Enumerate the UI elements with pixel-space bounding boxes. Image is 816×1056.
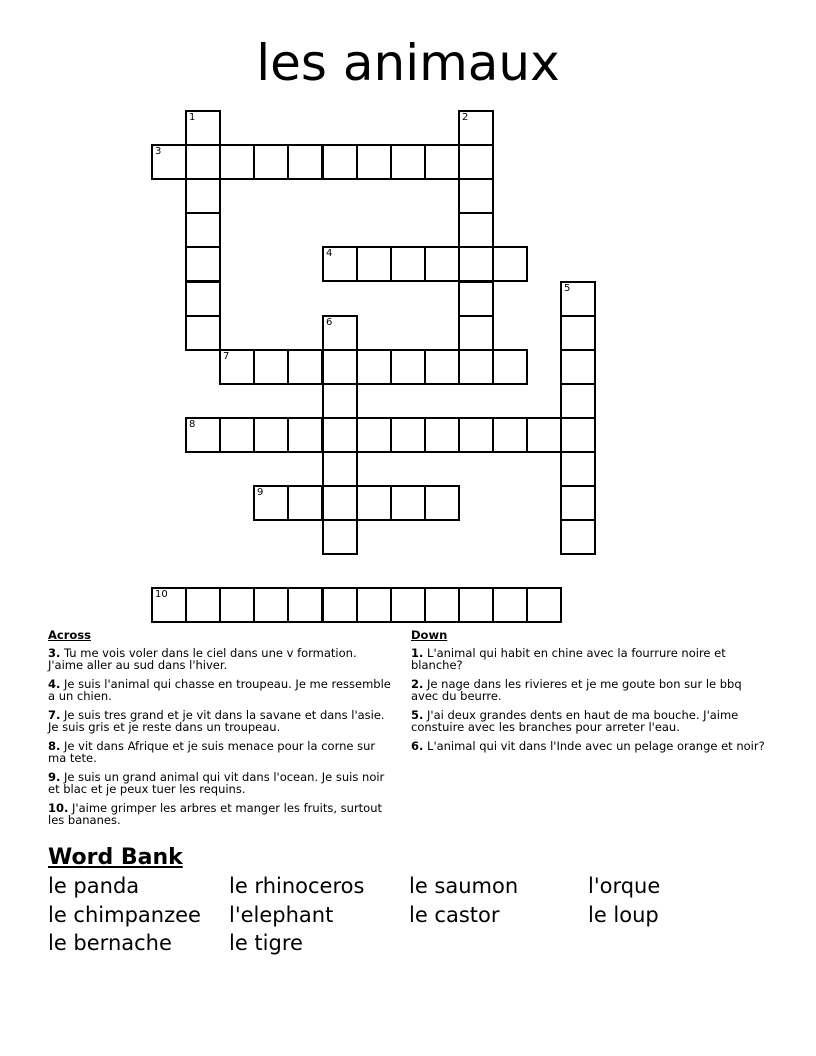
across-clue bbox=[48, 647, 393, 672]
grid-cell[interactable] bbox=[458, 315, 494, 351]
word-bank-item: le saumon bbox=[409, 874, 519, 898]
grid-cell[interactable] bbox=[322, 485, 358, 521]
word-bank-item: l'orque bbox=[588, 874, 661, 898]
grid-cell[interactable] bbox=[424, 485, 460, 521]
grid-cell[interactable] bbox=[219, 349, 255, 385]
word-bank-item: le panda bbox=[48, 874, 140, 898]
grid-cell[interactable] bbox=[322, 144, 358, 180]
grid-cell[interactable] bbox=[356, 349, 392, 385]
grid-cell[interactable] bbox=[185, 587, 221, 623]
clue-text: Je suis un grand animal qui vit dans l'ocean. Je suis noir et blac et je peux tuer les requins. bbox=[48, 769, 385, 796]
grid-cell[interactable] bbox=[253, 144, 289, 180]
grid-cell[interactable] bbox=[322, 587, 358, 623]
grid-cell[interactable] bbox=[151, 587, 187, 623]
grid-cell[interactable] bbox=[356, 144, 392, 180]
grid-cell[interactable] bbox=[185, 212, 221, 248]
clue-number: 3 bbox=[155, 146, 162, 157]
grid-cell[interactable] bbox=[560, 349, 596, 385]
grid-cell[interactable] bbox=[560, 383, 596, 419]
page-title: les animaux bbox=[256, 34, 560, 92]
grid-cell[interactable] bbox=[458, 246, 494, 282]
grid-cell[interactable] bbox=[219, 587, 255, 623]
grid-cell[interactable] bbox=[458, 587, 494, 623]
grid-cell[interactable] bbox=[458, 417, 494, 453]
grid-cell[interactable] bbox=[424, 349, 460, 385]
grid-cell[interactable] bbox=[185, 281, 221, 317]
grid-cell[interactable] bbox=[253, 485, 289, 521]
grid-cell[interactable] bbox=[458, 212, 494, 248]
grid-cell[interactable] bbox=[458, 281, 494, 317]
grid-cell[interactable] bbox=[185, 178, 221, 214]
grid-cell[interactable] bbox=[287, 144, 323, 180]
grid-cell[interactable] bbox=[185, 246, 221, 282]
grid-cell[interactable] bbox=[253, 349, 289, 385]
word-bank-item: l'elephant bbox=[229, 903, 334, 927]
grid-cell[interactable] bbox=[287, 485, 323, 521]
grid-cell[interactable] bbox=[185, 315, 221, 351]
grid-cell[interactable] bbox=[390, 417, 426, 453]
clue-num: 10. bbox=[48, 800, 69, 815]
grid-cell[interactable] bbox=[390, 349, 426, 385]
across-clues bbox=[48, 629, 393, 833]
grid-cell[interactable] bbox=[253, 587, 289, 623]
grid-cell[interactable] bbox=[356, 417, 392, 453]
grid-cell[interactable] bbox=[492, 587, 528, 623]
clue-text: Je vit dans Afrique et je suis menace pour la corne sur ma tete. bbox=[48, 738, 376, 765]
grid-cell[interactable] bbox=[424, 587, 460, 623]
grid-cell[interactable] bbox=[219, 417, 255, 453]
grid-cell[interactable] bbox=[322, 246, 358, 282]
down-clue bbox=[411, 740, 766, 753]
down-heading: Down bbox=[411, 628, 448, 642]
grid-cell[interactable] bbox=[253, 417, 289, 453]
grid-cell[interactable] bbox=[560, 519, 596, 555]
across-clue bbox=[48, 678, 393, 703]
grid-cell[interactable] bbox=[185, 417, 221, 453]
clue-text: L'animal qui vit dans l'Inde avec un pelage orange et noir? bbox=[423, 738, 765, 753]
grid-cell[interactable] bbox=[287, 417, 323, 453]
grid-cell[interactable] bbox=[322, 451, 358, 487]
grid-cell[interactable] bbox=[151, 144, 187, 180]
grid-cell[interactable] bbox=[560, 451, 596, 487]
across-clue bbox=[48, 771, 393, 796]
word-bank-item: le rhinoceros bbox=[229, 874, 365, 898]
across-clue bbox=[48, 740, 393, 765]
clue-num: 9. bbox=[48, 769, 61, 784]
grid-cell[interactable] bbox=[492, 349, 528, 385]
clue-number: 4 bbox=[326, 248, 333, 259]
clue-number: 6 bbox=[326, 317, 333, 328]
grid-cell[interactable] bbox=[424, 417, 460, 453]
down-clue bbox=[411, 647, 766, 672]
word-bank-item: le bernache bbox=[48, 931, 172, 955]
grid-cell[interactable] bbox=[390, 144, 426, 180]
clue-text: J'aime grimper les arbres et manger les fruits, surtout les bananes. bbox=[48, 800, 383, 827]
clue-num: 2. bbox=[411, 676, 424, 691]
grid-cell[interactable] bbox=[287, 587, 323, 623]
grid-cell[interactable] bbox=[526, 417, 562, 453]
down-clue bbox=[411, 709, 766, 734]
across-heading: Across bbox=[48, 628, 91, 642]
grid-cell[interactable] bbox=[185, 144, 221, 180]
grid-cell[interactable] bbox=[560, 281, 596, 317]
word-bank-title: Word Bank bbox=[48, 845, 183, 870]
clue-number: 9 bbox=[257, 487, 264, 498]
across-clue bbox=[48, 802, 393, 827]
clue-num: 5. bbox=[411, 707, 424, 722]
clue-num: 6. bbox=[411, 738, 424, 753]
grid-cell[interactable] bbox=[424, 144, 460, 180]
across-clue bbox=[48, 709, 393, 734]
clue-number: 8 bbox=[189, 419, 196, 430]
grid-cell[interactable] bbox=[560, 417, 596, 453]
grid-cell[interactable] bbox=[458, 144, 494, 180]
grid-cell[interactable] bbox=[492, 246, 528, 282]
clue-num: 8. bbox=[48, 738, 61, 753]
clue-num: 7. bbox=[48, 707, 61, 722]
grid-cell[interactable] bbox=[390, 485, 426, 521]
grid-cell[interactable] bbox=[424, 246, 460, 282]
clue-number: 1 bbox=[189, 112, 196, 123]
word-bank-item: le tigre bbox=[229, 931, 303, 955]
grid-cell[interactable] bbox=[287, 349, 323, 385]
word-bank-item: le castor bbox=[409, 903, 500, 927]
clue-text: Tu me vois voler dans le ciel dans une v formation. J'aime aller au sud dans l'hiver. bbox=[48, 645, 357, 672]
grid-cell[interactable] bbox=[492, 417, 528, 453]
grid-cell[interactable] bbox=[219, 144, 255, 180]
grid-cell[interactable] bbox=[390, 587, 426, 623]
down-clue bbox=[411, 678, 766, 703]
clue-text: Je nage dans les rivieres et je me goute bon sur le bbq avec du beurre. bbox=[411, 676, 742, 703]
clue-text: Je suis l'animal qui chasse en troupeau. Je me ressemble a un chien. bbox=[48, 676, 391, 703]
clue-number: 10 bbox=[155, 589, 168, 600]
grid-cell[interactable] bbox=[322, 383, 358, 419]
grid-cell[interactable] bbox=[458, 178, 494, 214]
clue-number: 7 bbox=[223, 351, 230, 362]
grid-cell[interactable] bbox=[322, 417, 358, 453]
down-clues bbox=[411, 629, 766, 758]
grid-cell[interactable] bbox=[390, 246, 426, 282]
clue-num: 4. bbox=[48, 676, 61, 691]
grid-cell[interactable] bbox=[458, 349, 494, 385]
clue-text: L'animal qui habit en chine avec la fourrure noire et blanche? bbox=[411, 645, 726, 672]
grid-cell[interactable] bbox=[356, 587, 392, 623]
grid-cell[interactable] bbox=[322, 349, 358, 385]
grid-cell[interactable] bbox=[526, 587, 562, 623]
grid-cell[interactable] bbox=[458, 110, 494, 146]
grid-cell[interactable] bbox=[356, 246, 392, 282]
clue-number: 5 bbox=[564, 283, 571, 294]
grid-cell[interactable] bbox=[560, 315, 596, 351]
clue-number: 2 bbox=[462, 112, 469, 123]
clue-num: 1. bbox=[411, 645, 424, 660]
grid-cell[interactable] bbox=[322, 519, 358, 555]
grid-cell[interactable] bbox=[560, 485, 596, 521]
word-bank-item: le loup bbox=[588, 903, 659, 927]
clue-num: 3. bbox=[48, 645, 61, 660]
word-bank-item: le chimpanzee bbox=[48, 903, 201, 927]
clue-text: Je suis tres grand et je vit dans la savane et dans l'asie. Je suis gris et je reste dans un troupeau. bbox=[48, 707, 385, 734]
grid-cell[interactable] bbox=[185, 110, 221, 146]
clue-text: J'ai deux grandes dents en haut de ma bouche. J'aime constuire avec les branches pour arreter l'eau. bbox=[411, 707, 739, 734]
grid-cell[interactable] bbox=[322, 315, 358, 351]
grid-cell[interactable] bbox=[356, 485, 392, 521]
